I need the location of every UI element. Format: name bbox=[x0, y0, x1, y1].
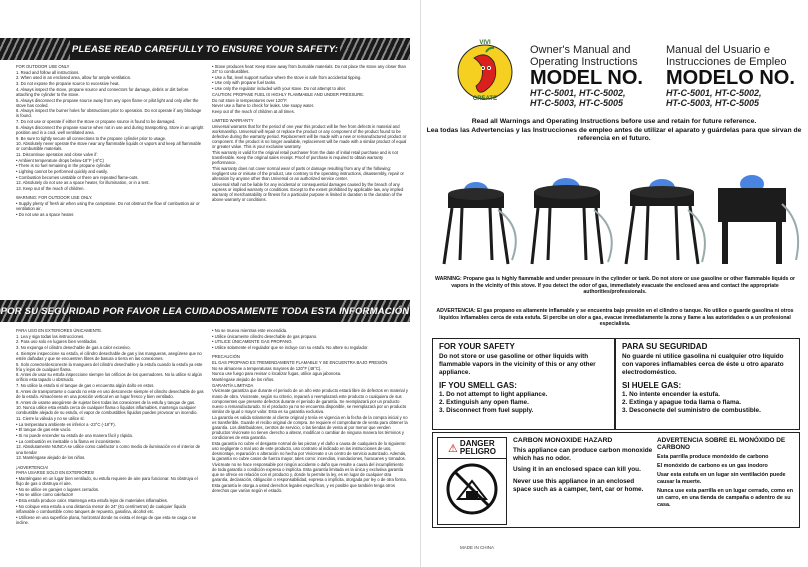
text-line: • Use a flat, level support surface where the stove is safe from accidental tipping. bbox=[212, 74, 362, 80]
text-line: • There is no fuel remaining in the propane cylinder. bbox=[16, 163, 112, 169]
stove-3 bbox=[626, 179, 705, 264]
models-en-line2: HT-C-5003, HT-C-5005 bbox=[530, 98, 624, 108]
danger-label-es: PELIGRO bbox=[459, 447, 496, 456]
models-en-line1: HT-C-5001, HT-C-5002, bbox=[530, 88, 626, 98]
text-line: • No coloque esta estufa a una distancia menor de 24" (61 centímetros) de cualquier líquido inflamable o combustible como tanques de repuesto, gasolina, alcohol etc. bbox=[16, 503, 187, 514]
text-line: • Utilice únicamente cilindro desechable de gas propano. bbox=[212, 333, 318, 339]
safety-box-en bbox=[432, 338, 615, 430]
text-line: • No se utilice en garajes o lugares cerrados. bbox=[16, 486, 100, 492]
stove-product-images bbox=[428, 160, 802, 272]
text-line: 9. Antes de usarse asegúrese de sujetar bien todas las conexiones de la estufa y tanque de gas. bbox=[16, 399, 196, 405]
logo-text-top: VIVI bbox=[479, 40, 491, 46]
text-line: ¡ADVERTENCIA! bbox=[16, 464, 49, 470]
text-line: Keep out of the reach of children at all times. bbox=[212, 108, 295, 114]
spanish-col1 bbox=[16, 328, 204, 525]
text-line: 4. Always inspect the stove, propane source and connectors for damage, debris or dirt before attaching the cylinder to the stove. bbox=[16, 86, 189, 97]
text-line: 7. Do not use or operate if either the stove or propane source is found to be damaged. bbox=[16, 119, 176, 125]
text-line: FOR OUTDOOR USE ONLY bbox=[16, 64, 70, 69]
text-line: 12. Absolutamente NUNCA se utilice como calefactor o como medio de iluminación en el interior de una tienda! bbox=[16, 444, 201, 455]
text-line: 1. Lea y siga todas las instrucciones. bbox=[16, 333, 85, 339]
models-es-line1: HT-C-5001, HT-C-5002, bbox=[666, 88, 762, 98]
text-line: 12. Absolutely do not use as a space heater, for illumination, or in a tent. bbox=[16, 180, 150, 186]
text-line: Nunca use fuego para revisar o localizar fugas, utilice agua jabonosa. bbox=[212, 371, 342, 377]
text-line: La garantía es valida solamente al cliente original y tenía en vigencia en la fecha de la compra inicial y no es transferible. Guarde el recibo original de compra. Se requiere el comprobante de venta para obtener la garantía. Los distribuidores, centros de servicio, o las tiendas de venta al por menor que venden productos Vivicreate no tienen derecho a alterar, modificar o cambiar de ninguna manera los términos y condiciones de esta garantía. bbox=[212, 414, 408, 440]
spanish-title-block bbox=[666, 44, 802, 108]
english-banner-title: PLEASE READ CAREFULLY TO ENSURE YOUR SAFETY: bbox=[71, 43, 339, 55]
co-line1-es: Esta parrilla produce monóxido de carbono bbox=[657, 453, 769, 460]
text-line: 11. Cierre la válvula y no se utilice si: bbox=[16, 416, 85, 422]
text-line: 9. Be sure to tightly secure all connections to the propane cylinder prior to usage. bbox=[16, 135, 167, 141]
text-line: • No se mueva mientras este encendida. bbox=[212, 328, 288, 333]
text-line: 8. Antes de transportarse o cuando no este en uso desconecte siempre el cilindro desechable de gas de la estufa. Almacénese en una posición vertical en un lugar fresco y bien ventilado. bbox=[16, 388, 204, 399]
model-label-en: MODEL NO. bbox=[530, 67, 643, 89]
stove-photos bbox=[428, 160, 802, 272]
text-line: • UTILICE ÚNICAMENTE GAS PROPANO. bbox=[212, 339, 293, 345]
text-line: Do not store in temperatures over 120°F. bbox=[212, 97, 288, 103]
spanish-safety-banner bbox=[0, 300, 410, 322]
text-line: 13. Keep out of the reach of children. bbox=[16, 186, 85, 192]
text-line: 10. Absolutely never operate the stove near any flammable liquids or vapors and keep all flammable or combustible materials. bbox=[16, 141, 202, 152]
stove-4 bbox=[718, 175, 798, 264]
co-line2-es: El monóxido de carbono es un gas inodoro bbox=[657, 462, 768, 469]
text-line: Never use a flame to check for leaks. Use soapy water. bbox=[212, 103, 315, 109]
text-line: 11. Discontinue operation and close valve if: bbox=[16, 152, 98, 158]
spanish-col2 bbox=[212, 328, 408, 493]
safety-title-en: FOR YOUR SAFETY bbox=[439, 342, 515, 351]
co-text-es bbox=[657, 437, 797, 509]
read-instructions-en: Read all Warnings and Operating Instructions before use and retain for future reference. bbox=[471, 118, 757, 125]
co-line3-en: Never use this appliance in an enclosed space such as a camper, tent, car or home. bbox=[513, 477, 644, 493]
text-line: • Utilice solamente el regulador que se incluye con su estufa. No altere su regulador. bbox=[212, 345, 369, 351]
safety-text-en: Do not store or use gasoline or other liquids with flammable vapors in the vicinity of this or any other appliance. bbox=[439, 353, 596, 377]
co-text-en bbox=[513, 437, 653, 494]
models-es-line2: HT-C-5003, HT-C-5005 bbox=[666, 98, 760, 108]
text-line: This warranty does not cover normal wear of parts or damage resulting from any of the following: negligent use or misuse of the product, use contrary to the operating instructions, disassembly, repair or alteration by anyone other than Universal or an authorized service center. bbox=[212, 165, 404, 181]
text-line: 1. Read and follow all instructions. bbox=[16, 69, 80, 75]
text-line: 2. When used in an enclosed area, allow for ample ventilation. bbox=[16, 75, 132, 81]
text-line bbox=[16, 461, 204, 464]
text-line: 3. No exponga el cilindro desechable de gas a calor excesivo. bbox=[16, 345, 131, 351]
safety-title-es: PARA SU SEGURIDAD bbox=[622, 342, 708, 351]
propane-warning-en: WARNING: Propane gas is highly flammable and under pressure in the cylinder or tank. Do not store or use gasoline or other flammable liquids or vapors in the vicinity of this stove. If you detect the odor of gas, immediately evacuate the enclosed area and contact the appropriate authorities/professionals. bbox=[434, 276, 796, 296]
safety-step-en: 1. Do not attempt to light appliance. bbox=[439, 390, 548, 398]
english-safety-banner bbox=[0, 38, 410, 60]
english-title-block bbox=[530, 44, 662, 108]
text-line: PARA USARSE SOLO EN EXTERIORES! bbox=[16, 470, 95, 476]
text-line: • Utilícese en una superficie plana, horizontal donde no exista el riesgo de que esta se caiga o se incline. bbox=[16, 514, 197, 525]
text-line: Vivicreate no se hace responsable por ningún accidente o daño que resulte a causa del incumplimiento de toda garantía o condición expresa o implícita. Esta garantía limitada es la única y exclusiva garantía que se ofrece en relación con el producto y, donde lo permite la ley, es en lugar de cualquier otra garantía, declaración, obligación o responsabilidad, expresa o implícita, otorgada por ley o de otra forma. bbox=[212, 461, 407, 482]
text-line: • El tanque de gas este vacío. bbox=[16, 427, 72, 433]
co-line4-es: Nunca use esta parrilla en un lugar cerrado, como en un carro, en una tienda de campaña o adentro de su casa. bbox=[657, 487, 794, 508]
smell-gas-es: SI HUELE GAS: bbox=[622, 380, 682, 390]
safety-step-en: 2. Extinguish any open flame. bbox=[439, 398, 529, 406]
text-line: • Esta estufa produce calor. Mantenga esta estufa lejos de materiales inflamables. bbox=[16, 498, 169, 504]
safety-text-es: No guarde ni utilice gasolina ni cualquier otro líquido con vapores inflamables cerca de éste u otro aparato electrodoméstico. bbox=[622, 353, 784, 377]
manual-title-en-line1: Owner's Manual and bbox=[530, 44, 631, 56]
text-line: CAUTION: PROPANE FUEL IS HIGHLY FLAMMABLE AND UNDER PRESSURE. bbox=[212, 91, 365, 97]
text-line: GARANTÍA LIMITADA bbox=[212, 382, 254, 388]
text-line: • Use only the regulator included with your stove. Do not attempt to alter. bbox=[212, 86, 347, 92]
text-line: Manténgase alejado de los niños. bbox=[212, 377, 275, 383]
smell-gas-en: IF YOU SMELL GAS: bbox=[439, 380, 517, 390]
text-line: PARA USO EN EXTERIORES ÚNICAMENTE. bbox=[16, 328, 103, 333]
manual-title-es-line1: Manual del Usuario e bbox=[666, 44, 770, 56]
text-line: LIMITED WARRANTY bbox=[212, 118, 254, 124]
text-line: Esta garantía no cubre el desgaste normal de las piezas y el daño a causa de cualquiera de lo siguiente: uso negligente o mal uso de este producto, uso contrario al indicado en las instrucciones de uso, desmontaje, reparación o alteración no hecha por Vivicreate o un centro de servicio autorizado. Además, la garantía no cubre casos de fuerza mayor, tales como: incendios, inundaciones, huracanes y tornados. bbox=[212, 440, 407, 461]
logo-text-bottom: CREATE bbox=[472, 96, 498, 102]
text-line bbox=[16, 192, 204, 195]
text-line: 4. Siempre inspeccione su estufa, el cilindro desechable de gas y las mangueras, asegúrese que no estén dañadas y que se encuentren libres de basura o tierra en las conexiones. bbox=[16, 350, 202, 361]
model-label-es: MODELO NO. bbox=[666, 67, 795, 89]
warning-triangle-icon: ⚠ bbox=[448, 442, 458, 455]
safety-box-es bbox=[615, 338, 800, 430]
text-line: • La temperatura ambiente es inferior a -23°C (-18°F). bbox=[16, 421, 116, 427]
text-line: 10. Nunca utilice esta estufa cerca de cualquier flama o líquidos inflamables, mantenga cualquier combustible alejado de su estufa, el vapor de combustibles líquidos pueden provocar un incendio. bbox=[16, 405, 198, 416]
text-line: • Ambient temperature drops below-18°F (-8°C) bbox=[16, 157, 104, 163]
safety-step-en: 3. Disconnect from fuel supply. bbox=[439, 407, 534, 415]
text-line: • Manténgase en un lugar bien ventilado, su estufa requiere de aire para funcionar. No obstruya el flujo de gas o obstruya el aire. bbox=[16, 475, 198, 486]
text-line: 7. No utilice la estufa si el tanque de gas o encuentra algún daño en estos. bbox=[16, 383, 155, 389]
stove-2 bbox=[532, 178, 612, 264]
no-enclosed-space-icon bbox=[438, 459, 506, 519]
text-line: 3. Do not expose the propane source to excessive heat. bbox=[16, 81, 120, 87]
propane-warning-es: ADVERTENCIA: El gas propano es altamente inflamable y se encuentra bajo presión en el cilindro o tanque. No utilice o guarde gasolina ni otros líquidos inflamables cerca de esta estufa. Si percibe un olor a gas, evacue inmediatamente la zona y llame a las autoridades o a un profesional especialista. bbox=[436, 308, 794, 328]
text-line: • Stove produces heat: Keep stove away from burnable materials. Do not place the stove any closer than 24" to combustibles. bbox=[212, 64, 406, 75]
co-line1-en: This appliance can produce carbon monoxide which has no odor. bbox=[513, 447, 653, 463]
text-line bbox=[212, 351, 408, 354]
text-line: • Do not use as a space heater. bbox=[16, 211, 75, 217]
text-line: No se almacene a temperaturas mayores de 120°F (49°C). bbox=[212, 365, 322, 371]
text-line: • Use only with propane fuel tanks. bbox=[212, 80, 277, 86]
danger-panel bbox=[437, 437, 507, 525]
text-line: 6. Always inspect the burner holes for obstructions prior to operation. Do not operate if any blockage is found. bbox=[16, 108, 202, 119]
co-line3-es: Usar esta estufa en un lugar sin ventilación puede causar la muerte. bbox=[657, 471, 786, 485]
vivicreate-logo bbox=[456, 40, 514, 104]
read-instructions-block bbox=[426, 118, 802, 144]
read-instructions-es: Lea todas las Advertencias y las Instrucciones de empleo antes de utilizar el aparato y guárdelas para que sirvan de referencia en el futuro. bbox=[426, 126, 802, 142]
made-in-label: MADE IN CHINA bbox=[460, 545, 495, 550]
manual-title-es-line2: Instrucciones de Empleo bbox=[666, 56, 787, 68]
text-line: WARNING: FOR OUTDOOR USE ONLY. bbox=[16, 195, 93, 201]
co-title-es: ADVERTENCIA SOBRE EL MONÓXIDO DE CARBONO bbox=[657, 437, 786, 452]
english-col1 bbox=[16, 64, 204, 218]
text-line bbox=[212, 115, 408, 118]
text-line: 5. Always disconnect the propane source away from any open flame or pilot light and only after the stove has cooled. bbox=[16, 97, 199, 108]
text-line: EL GAS PROPANO ES TREMENDAMENTE FLAMABLE Y SE ENCUENTRA BAJO PRESIÓN bbox=[212, 360, 388, 366]
text-line: 2. Para uso solo en lugares bien ventilados. bbox=[16, 339, 98, 345]
co-hazard-box bbox=[432, 432, 800, 528]
text-line: • La combustión es inestable o la flama es inconsistente. bbox=[16, 438, 122, 444]
text-line: Esta garantía le otorga a usted derechos legales específicos, y es posible que también tenga otros derechos que varían según el estado. bbox=[212, 482, 395, 493]
text-line: • No se utilice como calefactor! bbox=[16, 492, 74, 498]
text-line: 13. Manténgase alejado de los niños. bbox=[16, 455, 86, 461]
english-col2 bbox=[212, 64, 408, 203]
manual-title-en-line2: Operating Instructions bbox=[530, 56, 638, 68]
text-line: Universal warrants that for the period of one year this product will be free from defects in material and workmanship. Universal will repair or replace the product or any component of the product found to be defective during the warranty period. Replacement will be made with a new or remanufactured product or component. If the product is no longer available, replacement will be made with a similar product of equal or greater value. This is your exclusive warranty. bbox=[212, 123, 407, 150]
co-title-en: CARBON MONOXIDE HAZARD bbox=[513, 437, 613, 444]
safety-step-es: 1. No intente encender la estufa. bbox=[622, 390, 721, 398]
text-line: 8. Always disconnect the propane source when not in use and during transporting. Store in an upright position and in a cool, well ventilated area. bbox=[16, 124, 204, 135]
page-divider bbox=[420, 0, 421, 567]
safety-step-es: 2. Extinga y apague toda llama o flama. bbox=[622, 398, 741, 406]
text-line: 6. Antes de usar su estufa inspeccione siempre los orificios de los quemadores. No la utilice si algún orificio esta tapado u obstruido. bbox=[16, 372, 202, 383]
text-line: Vivicreate garantiza que durante el periodo de un año este producto estará libre de defectos en material y mano de obra. Vivicreate, según su criterio, reparará o reemplazará este producto o cualquiera de sus componentes que presente defectos durante el periodo de garantía. Se reemplazará por un producto nuevo o remanufacturado. Si el producto ya no se encuentra disponible, se reemplazará por un producto similar de igual o mayor valor. Esta es su garantía exclusiva. bbox=[212, 388, 408, 414]
text-line: • Lighting cannot be performed quickly and easily. bbox=[16, 169, 108, 175]
stove-1 bbox=[444, 182, 516, 264]
text-line: • Combustion becomes unstable or there are repeated flame-outs. bbox=[16, 174, 139, 180]
co-line2-en: Using it in an enclosed space can kill you. bbox=[513, 466, 641, 474]
text-line: Universal shall not be liable for any incidental or consequential damages caused by the breach of any express or implied warranty or conditions. Except to the extent prohibited by applicable law, any implied warranty of merchantability or fitness for a particular purpose is limited in duration to the duration of the above warranty or conditions. bbox=[212, 181, 404, 202]
text-line: PRECAUCIÓN bbox=[212, 354, 240, 360]
chili-pepper-icon bbox=[456, 40, 514, 104]
text-line: • Supply plenty of fresh air when using the campstove. Do not obstruct the flow of combustion air or ventilation air. bbox=[16, 201, 200, 212]
safety-step-es: 3. Desconecte del suministro de combustible. bbox=[622, 407, 761, 415]
danger-label-en: DANGER bbox=[459, 439, 495, 448]
text-line: 5. Solo conecte/desconecte la manguera del cilindro desechable y la estufa cuando la estufa ya este fría y lejos de cualquier flama. bbox=[16, 361, 203, 372]
text-line: • Si no puede encender su estufa de una manera fácil y rápida. bbox=[16, 433, 133, 439]
spanish-banner-title: POR SU SEGURIDAD POR FAVOR LEA CUIDADOSAMENTE TODA ESTA INFORMACIÓN bbox=[0, 305, 410, 317]
text-line: This warranty is valid for the original retail purchaser from the date of initial retail purchase and is not transferable. Keep the original sales receipt. Proof of purchase is required to obtain warranty performance. bbox=[212, 149, 398, 166]
